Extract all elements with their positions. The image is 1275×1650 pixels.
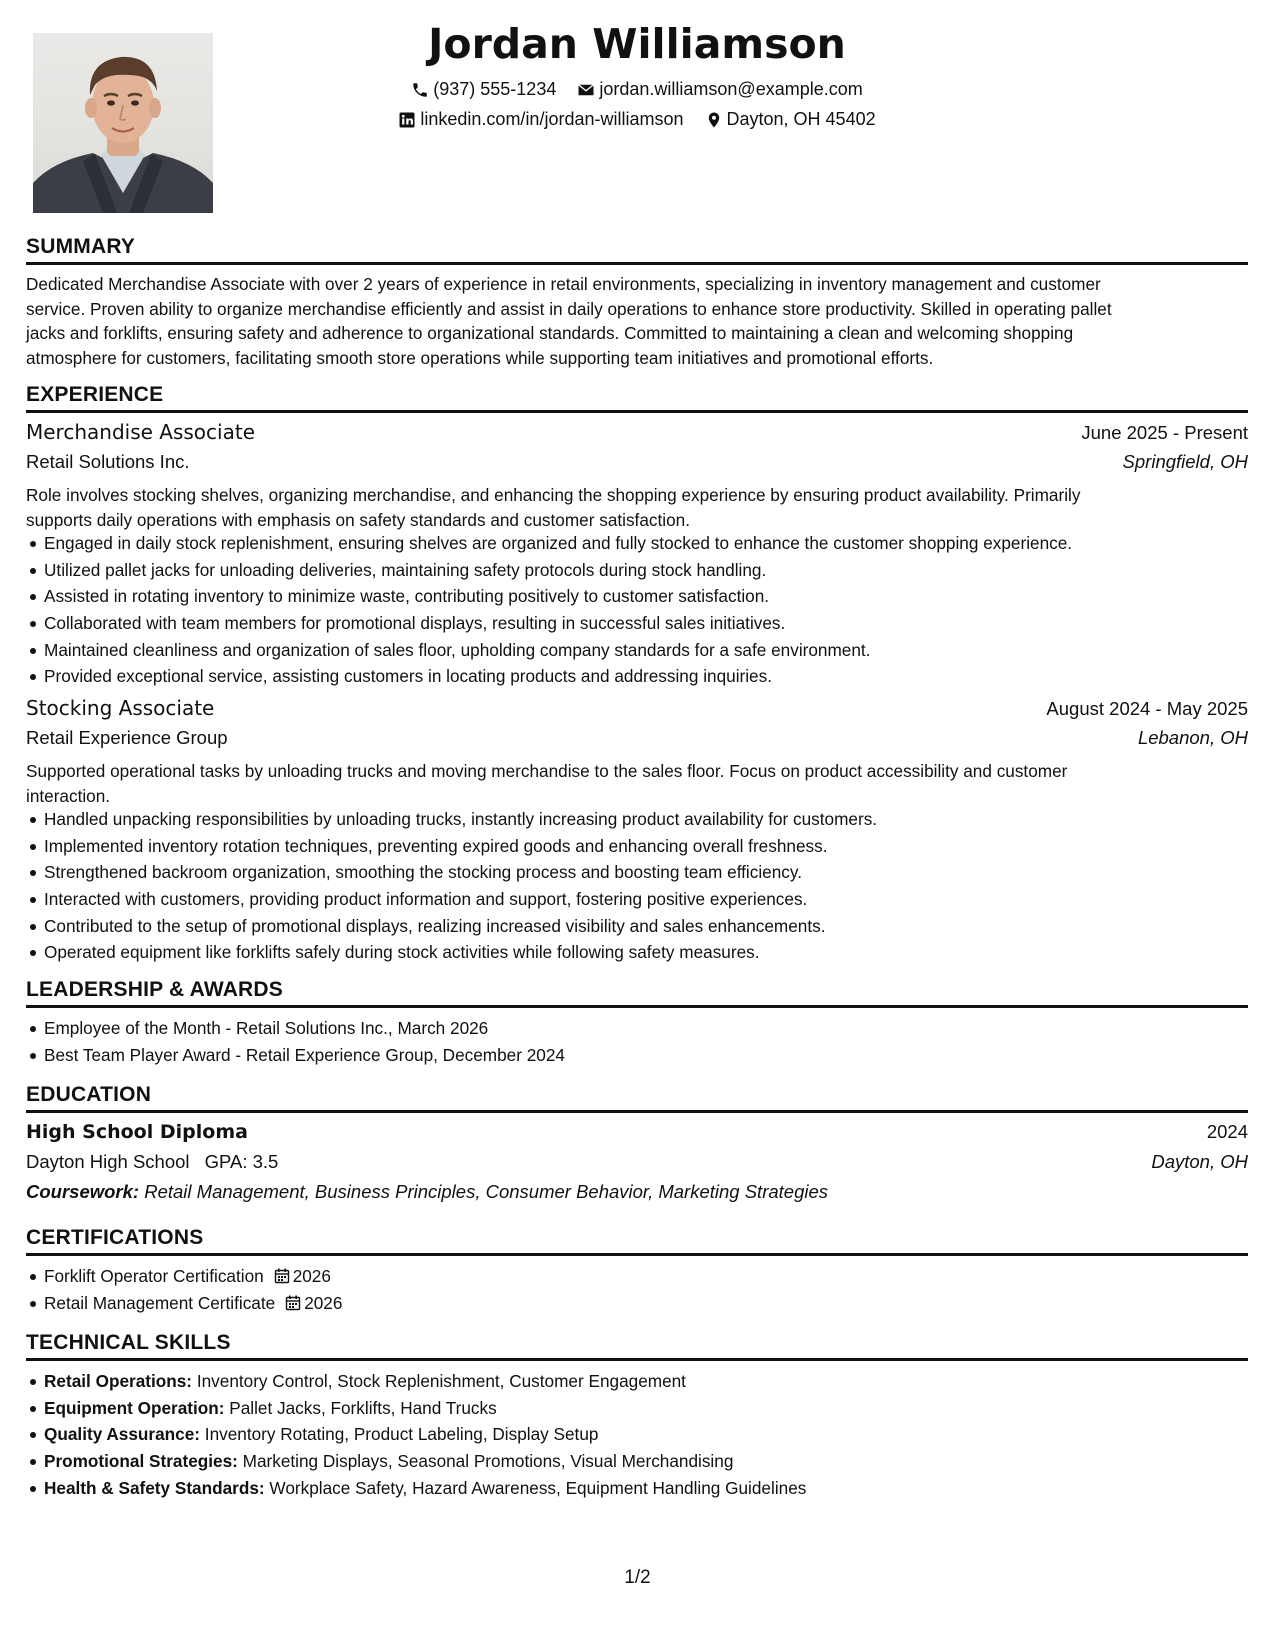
certification-year: 2026 [292, 1266, 331, 1286]
list-item: Collaborated with team members for promotional displays, resulting in successful sales initiatives. [26, 610, 1248, 637]
job-header [26, 420, 1248, 444]
coursework-label: Coursework: [26, 1181, 140, 1202]
job-title: Stocking Associate [26, 696, 215, 720]
candidate-name: Jordan Williamson [428, 20, 846, 68]
list-item: Utilized pallet jacks for unloading deliveries, maintaining safety protocols during stock handling. [26, 557, 1248, 584]
skills-list [26, 1368, 1248, 1501]
coursework [26, 1181, 828, 1203]
linkedin-icon [398, 111, 416, 129]
summary-heading: SUMMARY [26, 235, 1248, 265]
job-company: Retail Solutions Inc. [26, 451, 190, 472]
list-item [26, 1263, 1248, 1290]
phone-icon [411, 81, 429, 99]
job-dates: June 2025 - Present [1081, 422, 1248, 443]
certification-name: Retail Management Certificate [44, 1292, 276, 1313]
description-line: Role involves stocking shelves, organizing merchandise, and enhancing the shopping experience by ensuring product availability. Primarily [26, 485, 1081, 505]
page-number: 1/2 [624, 1567, 651, 1588]
skill-value: Inventory Control, Stock Replenishment, Customer Engagement [196, 1371, 686, 1391]
skill-label: Quality Assurance: [44, 1424, 201, 1445]
job-bullets [26, 530, 1248, 690]
email-text: jordan.williamson@example.com [599, 79, 863, 99]
list-item: Implemented inventory rotation techniques, preventing expired goods and enhancing overall freshness. [26, 833, 1248, 860]
list-item: Assisted in rotating inventory to minimize waste, contributing positively to customer satisfaction. [26, 583, 1248, 610]
phone-contact[interactable] [411, 79, 556, 100]
list-item [26, 1368, 1248, 1395]
summary-line: Dedicated Merchandise Associate with over 2 years of experience in retail environments, specializing in inventory management and customer [26, 274, 1101, 294]
job-description [26, 483, 1248, 532]
envelope-icon [577, 81, 595, 99]
email-contact[interactable] [577, 79, 862, 100]
job-header [26, 696, 1248, 720]
coursework-row [26, 1181, 1248, 1203]
education-header [26, 1121, 1248, 1143]
job-location: Springfield, OH [1122, 451, 1248, 472]
awards-heading: LEADERSHIP & AWARDS [26, 978, 1248, 1008]
summary-line: jacks and forklifts, ensuring safety and adherence to organizational standards. Committed to maintaining a clean and welcoming shopping [26, 323, 1074, 343]
job-dates: August 2024 - May 2025 [1046, 698, 1248, 719]
phone-text: (937) 555-1234 [433, 79, 557, 99]
list-item: Engaged in daily stock replenishment, ensuring shelves are organized and fully stocked to enhance the customer shopping experience. [26, 530, 1248, 557]
summary-line: service. Proven ability to organize merchandise efficiently and assist in daily operations to enhance store productivity. Skilled in operating pallet [26, 298, 1112, 319]
education-heading: EDUCATION [26, 1083, 1248, 1113]
job-title: Merchandise Associate [26, 420, 255, 444]
summary-line: atmosphere for customers, facilitating smooth store operations while supporting team initiatives and promotional efforts. [26, 347, 934, 368]
list-item [26, 1475, 1248, 1502]
location-text: Dayton, OH 45402 [726, 109, 876, 129]
linkedin-contact[interactable] [398, 109, 683, 130]
contact-row-1 [26, 79, 1248, 104]
job-company-row [26, 727, 1248, 749]
linkedin-text: linkedin.com/in/jordan-williamson [420, 109, 684, 129]
skill-label: Promotional Strategies: [44, 1451, 238, 1472]
list-item: Best Team Player Award - Retail Experience Group, December 2024 [26, 1042, 1248, 1069]
list-item [26, 1448, 1248, 1475]
skill-label: Health & Safety Standards: [44, 1477, 265, 1498]
certifications-list [26, 1263, 1248, 1316]
school-location: Dayton, OH [1151, 1151, 1248, 1172]
school-name: Dayton High School [26, 1151, 190, 1172]
description-line: supports daily operations with emphasis on safety standards and customer satisfaction. [26, 509, 690, 530]
calendar-icon [285, 1295, 301, 1311]
location-contact [705, 109, 876, 130]
skill-label: Equipment Operation: [44, 1397, 225, 1418]
job-location: Lebanon, OH [1137, 727, 1248, 748]
job-company: Retail Experience Group [26, 727, 228, 748]
list-item: Maintained cleanliness and organization of sales floor, upholding company standards for a safe environment. [26, 637, 1248, 664]
education-school-row [26, 1151, 1248, 1173]
gpa: GPA: 3.5 [204, 1151, 279, 1172]
certification-year: 2026 [304, 1292, 343, 1313]
list-item: Interacted with customers, providing product information and support, fostering positive experiences. [26, 886, 1248, 913]
skill-value: Pallet Jacks, Forklifts, Hand Trucks [229, 1397, 497, 1418]
summary-text [26, 272, 1248, 370]
list-item: Operated equipment like forklifts safely during stock activities while following safety measures. [26, 939, 1248, 966]
awards-list [26, 1015, 1248, 1068]
job-bullets [26, 806, 1248, 966]
calendar-icon [274, 1268, 290, 1284]
skill-value: Workplace Safety, Hazard Awareness, Equipment Handling Guidelines [269, 1477, 807, 1498]
certification-name: Forklift Operator Certification [44, 1266, 264, 1286]
list-item [26, 1421, 1248, 1448]
education-year: 2024 [1206, 1121, 1248, 1142]
description-line: Supported operational tasks by unloading trucks and moving merchandise to the sales floor. Focus on product accessibility and customer [26, 761, 1068, 781]
list-item: Strengthened backroom organization, smoothing the stocking process and boosting team efficiency. [26, 859, 1248, 886]
contact-row-2 [26, 109, 1248, 134]
degree: High School Diploma [26, 1121, 248, 1143]
experience-heading: EXPERIENCE [26, 383, 1248, 413]
map-pin-icon [705, 111, 723, 129]
list-item: Employee of the Month - Retail Solutions Inc., March 2026 [26, 1015, 1248, 1042]
skill-value: Inventory Rotating, Product Labeling, Display Setup [204, 1424, 599, 1445]
list-item: Provided exceptional service, assisting customers in locating products and addressing inquiries. [26, 663, 1248, 690]
list-item: Handled unpacking responsibilities by unloading trucks, instantly increasing product availability for customers. [26, 806, 1248, 833]
list-item: Contributed to the setup of promotional displays, realizing increased visibility and sales enhancements. [26, 913, 1248, 940]
list-item [26, 1290, 1248, 1317]
job-company-row [26, 451, 1248, 473]
job-description [26, 759, 1248, 808]
list-item [26, 1395, 1248, 1422]
skills-heading: TECHNICAL SKILLS [26, 1331, 1248, 1361]
coursework-text: Retail Management, Business Principles, Consumer Behavior, Marketing Strategies [144, 1181, 829, 1202]
school-info [26, 1151, 278, 1173]
skill-label: Retail Operations: [44, 1371, 193, 1391]
certifications-heading: CERTIFICATIONS [26, 1226, 1248, 1256]
description-line: interaction. [26, 785, 111, 806]
skill-value: Marketing Displays, Seasonal Promotions, Visual Merchandising [242, 1451, 734, 1472]
